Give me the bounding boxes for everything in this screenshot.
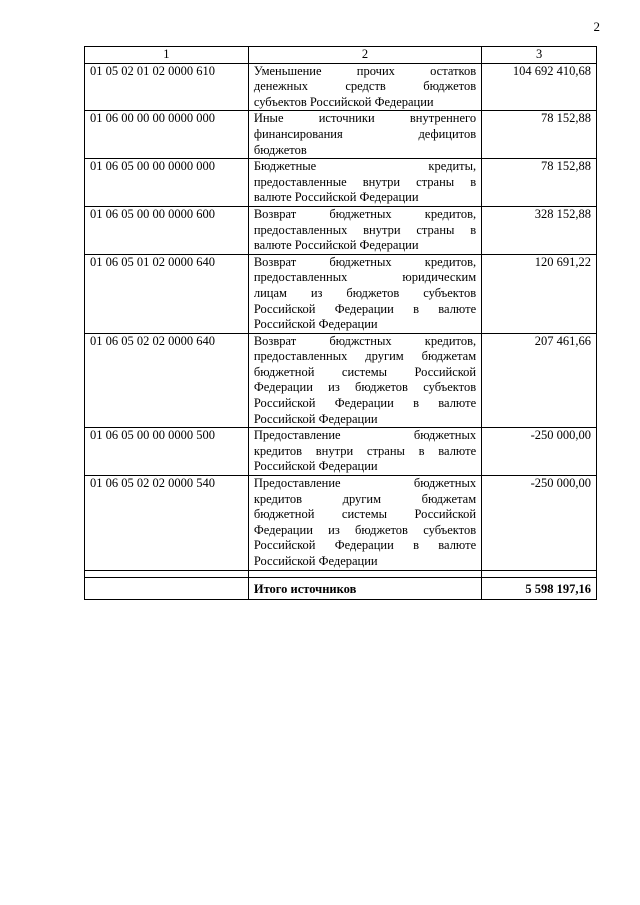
source-name-line: кредитов внутри страны в валюте	[253, 443, 477, 458]
source-name-line: валюте Российской Федерации	[253, 238, 419, 253]
budget-code: 01 06 05 00 00 0000 500	[85, 428, 249, 476]
source-name-line: Российской Федерации в валюте	[253, 301, 477, 316]
table-row	[85, 476, 597, 571]
source-name-line: Российской Федерации	[253, 554, 378, 568]
source-name-line: Российской Федерации	[253, 317, 378, 332]
amount: 328 152,88	[482, 206, 597, 254]
source-name-line: Российской Федерации	[253, 411, 378, 426]
source-name-line: предоставленных другим бюджетам	[253, 349, 477, 364]
budget-code: 01 06 05 00 00 0000 600	[85, 206, 249, 254]
source-name-line: Бюджетные кредиты,	[253, 159, 477, 174]
source-name	[248, 159, 481, 207]
source-name	[248, 254, 481, 333]
source-name	[248, 63, 481, 111]
source-name-line: Возврат бюджстных кредитов,	[253, 333, 477, 348]
total-code-cell	[85, 577, 249, 599]
budget-code: 01 06 05 02 02 0000 640	[85, 333, 249, 428]
amount: 104 692 410,68	[482, 63, 597, 111]
table-row	[85, 63, 597, 111]
amount: -250 000,00	[482, 476, 597, 571]
source-name-line: денежных средств бюджетов	[253, 79, 477, 94]
source-name-line: лицам из бюджетов субъектов	[253, 285, 477, 300]
source-name	[248, 476, 481, 571]
source-name	[248, 206, 481, 254]
source-name-line: субъектов Российской Федерации	[253, 94, 434, 109]
source-name-line: Предоставление бюджетных	[253, 476, 477, 491]
source-name-line: бюджетов	[253, 142, 307, 157]
source-name-line: бюджетной системы Российской	[253, 507, 477, 522]
source-name-line: бюджетной системы Российской	[253, 364, 477, 379]
total-amount: 5 598 197,16	[482, 577, 597, 599]
source-name-line: Федерации из бюджетов субъектов	[253, 380, 477, 395]
source-name-line: Российской Федерации в валюте	[253, 396, 477, 411]
source-name-line: кредитов другим бюджетам	[253, 491, 477, 506]
budget-code: 01 06 05 00 00 0000 000	[85, 159, 249, 207]
source-name-line: Предоставление бюджетных	[253, 428, 477, 443]
source-name-line: финансирования дефицитов	[253, 126, 477, 141]
table-row	[85, 206, 597, 254]
source-name-line: Возврат бюджетных кредитов,	[253, 206, 477, 221]
amount: -250 000,00	[482, 428, 597, 476]
table-row	[85, 333, 597, 428]
table-row	[85, 254, 597, 333]
source-name	[248, 111, 481, 159]
amount: 207 461,66	[482, 333, 597, 428]
source-name-line: предоставленные внутри страны в	[253, 174, 477, 189]
table-row	[85, 111, 597, 159]
page-number: 2	[593, 19, 600, 34]
table-row	[85, 159, 597, 207]
source-name-line: валюте Российской Федерации	[253, 190, 419, 205]
column-header-3: 3	[482, 47, 597, 64]
spacer-row	[85, 570, 597, 577]
source-name-line: предоставленных юридическим	[253, 270, 477, 285]
source-name	[248, 428, 481, 476]
amount: 120 691,22	[482, 254, 597, 333]
budget-code: 01 06 05 02 02 0000 540	[85, 476, 249, 571]
source-name	[248, 333, 481, 428]
sources-table	[84, 46, 597, 600]
amount: 78 152,88	[482, 159, 597, 207]
column-header-2: 2	[248, 47, 481, 64]
budget-code: 01 06 05 01 02 0000 640	[85, 254, 249, 333]
source-name-line: Возврат бюджетных кредитов,	[253, 254, 477, 269]
table-header-row	[85, 47, 597, 64]
source-name-line: Федерации из бюджетов субъектов	[253, 522, 477, 537]
total-row	[85, 577, 597, 599]
column-header-1: 1	[85, 47, 249, 64]
source-name-line: предоставленных внутри страны в	[253, 222, 477, 237]
source-name-line: Российской Федерации в валюте	[253, 538, 477, 553]
table-row	[85, 428, 597, 476]
amount: 78 152,88	[482, 111, 597, 159]
source-name-line: Российской Федерации	[253, 459, 378, 474]
total-label: Итого источников	[248, 577, 481, 599]
source-name-line: Иные источники внутреннего	[253, 111, 477, 126]
budget-code: 01 05 02 01 02 0000 610	[85, 63, 249, 111]
source-name-line: Уменьшение прочих остатков	[253, 63, 477, 78]
budget-code: 01 06 00 00 00 0000 000	[85, 111, 249, 159]
